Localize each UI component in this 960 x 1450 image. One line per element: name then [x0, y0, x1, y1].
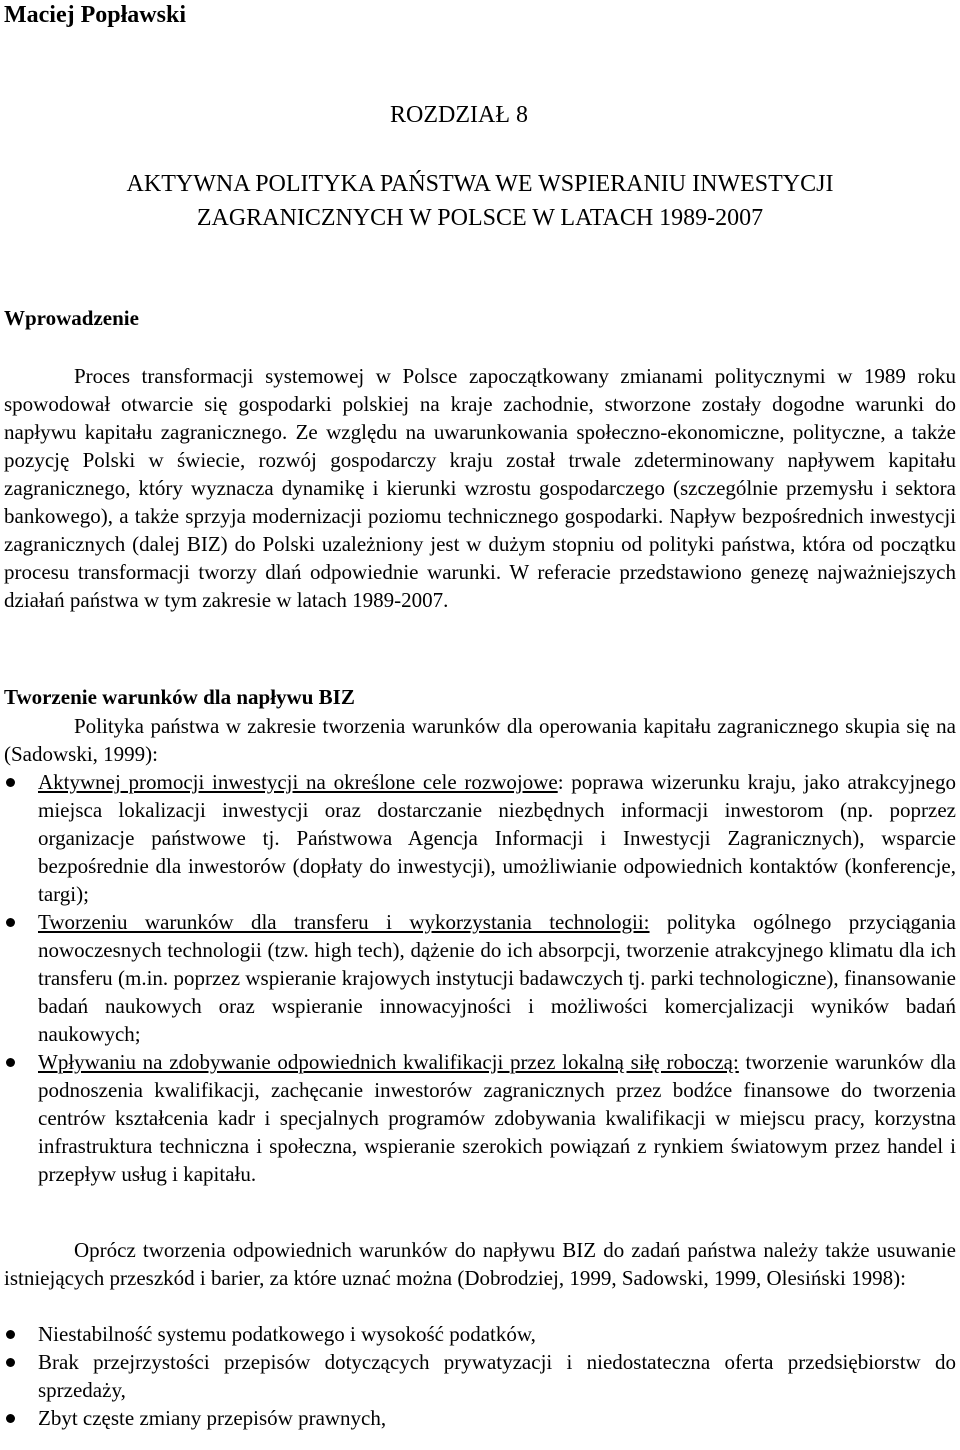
chapter-title-line-1: AKTYWNA POLITYKA PAŃSTWA WE WSPIERANIU INWESTYCJI	[126, 171, 834, 197]
list-item: Zbyt częste zmiany przepisów prawnych,	[4, 1404, 956, 1432]
section1-paragraph2: Oprócz tworzenia odpowiednich warunków do napływu BIZ do zadań państwa należy także usuwanie istniejących przeszkód i barier, za które uznać można (Dobrodziej, 1999, Sadowski, 1999, Olesiński 1998):	[4, 1238, 956, 1290]
section1-lead-block	[4, 712, 956, 768]
list-item-term: Tworzeniu warunków dla transferu i wykorzystania technologii:	[38, 910, 650, 934]
section1-lead: Polityka państwa w zakresie tworzenia warunków dla operowania kapitału zagranicznego skupia się na (Sadowski, 1999):	[4, 714, 956, 766]
section1-paragraph2-block	[4, 1236, 956, 1292]
chapter-title-line-2: ZAGRANICZNYCH W POLSCE W LATACH 1989-2007	[196, 205, 764, 231]
author-name: Maciej Popławski	[4, 2, 186, 28]
section1-heading: Tworzenie warunków dla napływu BIZ	[4, 685, 355, 709]
list-item-text: polityka ogólnego przyciągania nowoczesnych technologii (tzw. high tech), dążenie do ich absorpcji, tworzenie atrakcyjnego klimatu dla ich transferu (m.in. poprzez wspieranie krajowych instytucji badawczych tj. parki technologiczne), finansowanie badań naukowych oraz wspieranie innowacyjności i możliwości komercjalizacji wyników badań naukowych;	[38, 910, 956, 1046]
list-item-term: Wpływaniu na zdobywanie odpowiednich kwalifikacji przez lokalną siłę roboczą:	[38, 1050, 739, 1074]
intro-section	[4, 362, 956, 614]
policy-list	[4, 768, 956, 1188]
list-item	[4, 768, 956, 908]
chapter-number-text: ROZDZIAŁ 8	[390, 102, 528, 128]
list-item	[4, 908, 956, 1048]
list-item: Brak przejrzystości przepisów dotyczących prywatyzacji i niedostateczna oferta przedsiębiorstw do sprzedaży,	[4, 1348, 956, 1404]
chapter-title	[0, 167, 960, 235]
intro-paragraph: Proces transformacji systemowej w Polsce zapoczątkowany zmianami politycznymi w 1989 roku spowodował otwarcie się gospodarki polskiej na kraje zachodnie, stworzone zostały dogodne warunki do napływu kapitału zagranicznego. Ze względu na uwarunkowania społeczno-ekonomiczne, polityczne, a także pozycję Polski w świecie, rozwój gospodarczy kraju został trwale zdeterminowany napływem kapitału zagranicznego, który wyznacza dynamikę i kierunki wzrostu gospodarczego (szczególnie przemysłu i sektora bankowego), a także sprzyja modernizacji poziomu technicznego gospodarki. Napływ bezpośrednich inwestycji zagranicznych (dalej BIZ) do Polski uzależniony jest w dużym stopniu od polityki państwa, która od początku procesu transformacji tworzy dlań odpowiednie warunki. W referacie przedstawiono genezę najważniejszych działań państwa w tym zakresie w latach 1989-2007.	[4, 364, 956, 612]
list-item-term: Aktywnej promocji inwestycji na określone cele rozwojowe	[38, 770, 558, 794]
list-item-text: tworzenie warunków dla podnoszenia kwalifikacji, zachęcanie inwestorów zagranicznych przez bodźce finansowe do tworzenia centrów kształcenia kadr i specjalnych programów zdobywania kwalifikacji w miejscu pracy, korzystna infrastruktura techniczna i społeczna, wspieranie szerokich powiązań z rynkiem światowym przez handel i przepływ usług i kapitału.	[38, 1050, 957, 1186]
intro-heading: Wprowadzenie	[4, 306, 139, 330]
barriers-list	[4, 1320, 956, 1432]
list-item-text: poprawa wizerunku kraju, jako atrakcyjnego miejsca lokalizacji inwestycji oraz dostarczanie niezbędnych informacji inwestorom (np. poprzez organizacje państwowe tj. Państwowa Agencja Informacji i Inwestycji Zagranicznych), wsparcie bezpośrednie dla inwestorów (dopłaty do inwestycji), umożliwianie odpowiednich kontaktów (konferencje, targi);	[38, 770, 956, 906]
list-item-sep: :	[557, 770, 564, 794]
list-item	[4, 1048, 956, 1188]
list-item: Niestabilność systemu podatkowego i wysokość podatków,	[4, 1320, 956, 1348]
